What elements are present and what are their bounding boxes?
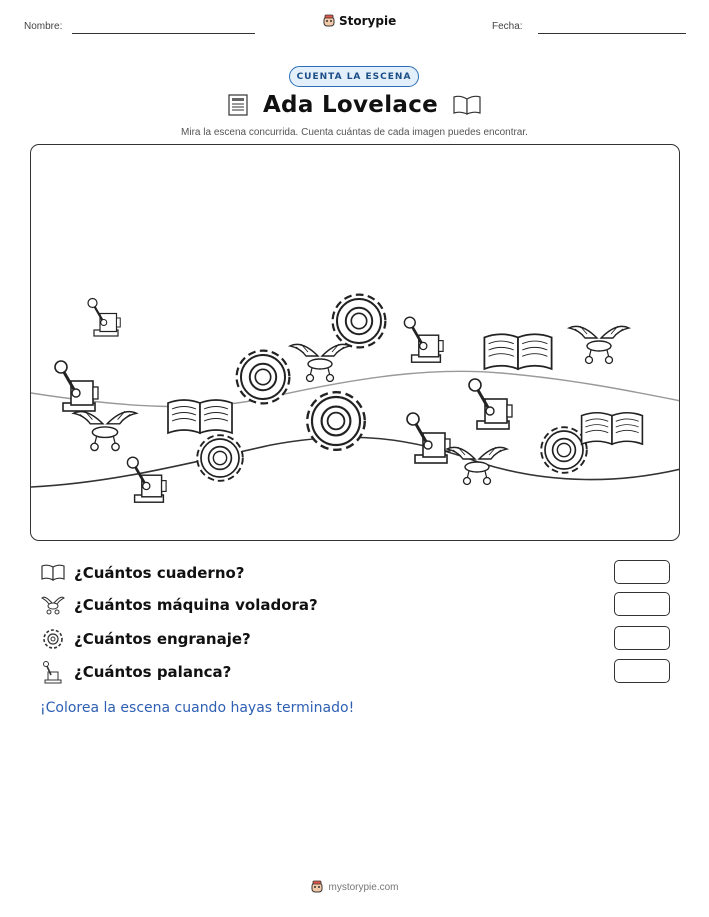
notebook-icon — [40, 561, 66, 585]
gear-item — [197, 435, 243, 481]
lever-item — [469, 379, 512, 429]
instructions: Mira la escena concurrida. Cuenta cuántas de cada imagen puedes encontrar. — [181, 127, 528, 138]
newspaper-icon — [227, 93, 249, 117]
flying-machine-icon — [40, 593, 66, 617]
brand-name: Storypie — [339, 14, 397, 28]
question-text: ¿Cuántos cuaderno? — [74, 564, 245, 582]
notebook-item — [484, 334, 551, 369]
page-title: Ada Lovelace — [262, 92, 439, 118]
storypie-mascot-icon — [322, 14, 336, 28]
brand-logo — [322, 14, 396, 28]
name-label: Nombre: — [24, 21, 63, 32]
lever-item — [404, 317, 443, 362]
gear-item — [333, 295, 386, 348]
date-line[interactable] — [538, 33, 686, 34]
answer-box-lever[interactable] — [614, 659, 670, 683]
open-book-icon — [452, 94, 482, 116]
scene-illustration — [30, 144, 680, 541]
answer-box-flying-machine[interactable] — [614, 592, 670, 616]
answer-box-gear[interactable] — [614, 626, 670, 650]
question-row-flying-machine — [40, 592, 670, 618]
gear-item — [541, 427, 587, 473]
lever-item — [55, 361, 98, 411]
name-line[interactable] — [72, 33, 255, 34]
lever-icon — [40, 660, 66, 684]
activity-badge: CUENTA LA ESCENA — [289, 66, 419, 87]
question-text: ¿Cuántos engranaje? — [74, 630, 251, 648]
gear-item — [307, 392, 365, 450]
flying-machine-item — [447, 447, 507, 485]
question-text: ¿Cuántos máquina voladora? — [74, 596, 318, 614]
question-row-notebook — [40, 560, 670, 586]
gear-icon — [40, 627, 66, 651]
flying-machine-item — [74, 411, 137, 450]
flying-machine-item — [569, 326, 629, 364]
storypie-mascot-icon — [310, 880, 324, 894]
lever-item — [88, 299, 120, 337]
question-row-gear — [40, 626, 670, 652]
date-label: Fecha: — [492, 21, 523, 32]
title-row — [0, 92, 709, 118]
footer — [0, 880, 709, 894]
flying-machine-item — [290, 344, 350, 382]
question-row-lever — [40, 659, 670, 685]
question-text: ¿Cuántos palanca? — [74, 663, 232, 681]
footer-url[interactable]: mystorypie.com — [328, 881, 399, 893]
answer-box-notebook[interactable] — [614, 560, 670, 584]
gear-item — [237, 351, 290, 404]
lever-item — [127, 457, 166, 502]
lever-item — [407, 413, 450, 463]
notebook-item — [168, 400, 232, 433]
notebook-item — [582, 413, 643, 444]
coloring-note: ¡Colorea la escena cuando hayas terminado! — [40, 700, 355, 716]
